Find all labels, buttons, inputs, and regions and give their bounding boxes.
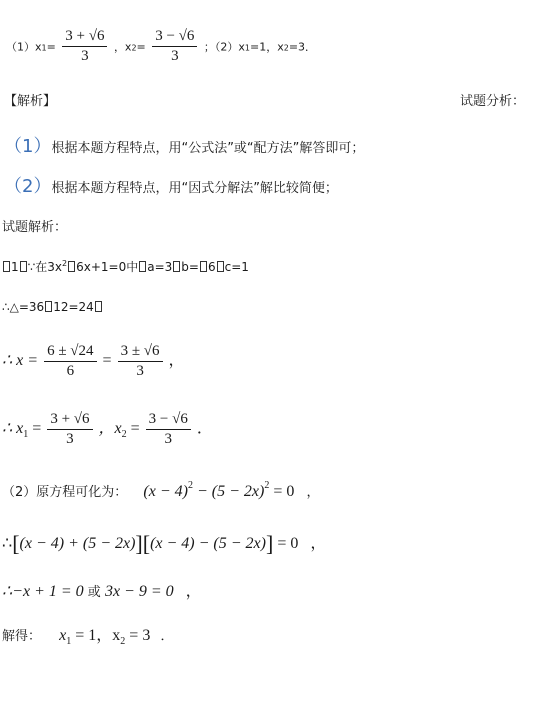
line5-square-1: 2 xyxy=(187,480,193,491)
line3-equals: = xyxy=(102,352,112,370)
solution-heading: 试题解析 xyxy=(2,220,55,235)
line6-prefix: ∴ xyxy=(2,535,13,552)
missing-glyph-icon xyxy=(20,261,27,272)
left-bracket-icon: [ xyxy=(142,531,151,556)
line3-prefix: ∴ x = xyxy=(2,352,39,370)
line6-post: ， xyxy=(310,535,327,552)
answer-part2-v2: =3． xyxy=(288,40,317,54)
answer-fraction-1 xyxy=(62,28,107,65)
fraction-denominator: 3 xyxy=(66,431,74,447)
line8-b: = 1，x xyxy=(71,627,121,644)
line5-math-b: − (5 − 2x) xyxy=(192,483,265,500)
line5-square-2: 2 xyxy=(264,480,270,491)
line8-label: 解得： xyxy=(2,629,42,644)
line7-or: 或 xyxy=(83,585,105,600)
fraction-denominator: 6 xyxy=(66,363,75,379)
missing-glyph-icon xyxy=(68,261,75,272)
fraction-numerator: 3 + √6 xyxy=(62,28,107,47)
line2-text-b: 12=24 xyxy=(53,300,94,314)
fraction-denominator: 3 xyxy=(171,48,179,64)
solution-line-5 xyxy=(2,480,320,501)
fraction-numerator: 6 ± √24 xyxy=(44,343,96,362)
line6-math-a: (x − 4) + (5 − 2x) xyxy=(19,535,136,552)
line1-number: 1 xyxy=(11,260,19,274)
answer-part2-v1: =1，x xyxy=(249,40,284,54)
line4-sub2: 2 xyxy=(121,429,127,441)
analysis-right-label: 试题分析 xyxy=(460,94,513,109)
solution-line-2 xyxy=(2,300,103,314)
fraction-denominator: 3 xyxy=(136,363,144,379)
answer-line xyxy=(6,28,316,65)
fraction-numerator: 3 + √6 xyxy=(47,411,92,430)
answer-eq2: = xyxy=(136,40,146,54)
line8-sub2: 2 xyxy=(120,636,126,647)
line8-sub1: 1 xyxy=(66,636,72,647)
line2-text-a: ∴△=36 xyxy=(2,300,45,314)
missing-glyph-icon xyxy=(217,261,224,272)
answer-eq1: = xyxy=(46,40,56,54)
left-bracket-icon: [ xyxy=(12,531,20,556)
solution-heading-colon: ： xyxy=(54,220,68,235)
answer-sub2: 2 xyxy=(131,43,137,53)
fraction-numerator: 3 − √6 xyxy=(152,28,197,47)
line8-math xyxy=(59,627,151,647)
hint-number: （2） xyxy=(4,176,52,197)
missing-glyph-icon xyxy=(3,261,10,272)
analysis-right-label-wrap xyxy=(460,90,525,109)
analysis-right-colon: ： xyxy=(512,94,526,109)
fraction-numerator: 3 ± √6 xyxy=(118,343,163,362)
hint-text: 根据本题方程特点，用“因式分解法”解比较简便； xyxy=(51,181,338,196)
line6-equals: = 0 xyxy=(273,535,299,552)
right-bracket-icon: ] xyxy=(135,531,143,556)
line5-math-c: = 0 xyxy=(269,483,295,500)
answer-part2-sub1: 1 xyxy=(244,43,250,53)
line7-b: 3x − 9 = 0 xyxy=(104,583,174,600)
line5-math xyxy=(143,480,295,500)
line8-c: = 3 xyxy=(125,627,151,644)
line8-post: ． xyxy=(160,629,174,644)
missing-glyph-icon xyxy=(139,261,146,272)
fraction-denominator: 3 xyxy=(81,48,89,64)
solution-line-6 xyxy=(2,530,326,557)
line1-text-c: 6x+1=0中 xyxy=(76,260,139,274)
solution-heading-wrap xyxy=(2,216,67,235)
line4-mid: ，x xyxy=(98,420,122,438)
fraction-numerator: 3 − √6 xyxy=(146,411,191,430)
answer-sub1: 1 xyxy=(41,43,47,53)
missing-glyph-icon xyxy=(173,261,180,272)
line3-fraction-2 xyxy=(118,343,163,380)
line4-fraction-2 xyxy=(146,411,191,448)
line1-b-value: 6 xyxy=(207,260,216,274)
fraction-denominator: 3 xyxy=(164,431,172,447)
analysis-heading: 【解析】 xyxy=(4,94,57,109)
solution-line-1 xyxy=(2,258,249,275)
missing-glyph-icon xyxy=(200,261,207,272)
solution-line-3 xyxy=(2,343,185,380)
solution-line-8 xyxy=(2,622,173,647)
line4-sub1: 1 xyxy=(23,429,29,441)
answer-fraction-2 xyxy=(152,28,197,65)
line4-post: ． xyxy=(196,420,213,438)
line7-post: ， xyxy=(185,583,202,600)
answer-part2-sub2: 2 xyxy=(283,43,289,53)
answer-comma: ，x xyxy=(113,40,132,54)
line5-label: （2）原方程可化为： xyxy=(2,485,128,500)
answer-part2: ；（2）x xyxy=(203,40,245,54)
line5-math-a: (x − 4) xyxy=(143,483,188,500)
missing-glyph-icon xyxy=(45,301,52,312)
missing-glyph-icon xyxy=(95,301,102,312)
line7-a: ∴−x + 1 = 0 xyxy=(2,583,84,600)
line1-a-value: a=3 xyxy=(147,260,173,274)
answer-part1-open: （1）x xyxy=(6,40,42,54)
line4-fraction-1 xyxy=(47,411,92,448)
line4-equals-2: = xyxy=(130,420,140,438)
line3-fraction-1 xyxy=(44,343,96,380)
right-bracket-icon: ] xyxy=(265,531,274,556)
hint-number: （1） xyxy=(4,136,52,157)
line5-post: ， xyxy=(306,485,320,500)
line4-equals: = xyxy=(32,420,42,438)
line1-square: 2 xyxy=(62,259,68,268)
line4-prefix: ∴ x xyxy=(2,420,24,438)
solution-line-4 xyxy=(2,411,213,448)
line1-c-value: c=1 xyxy=(224,260,249,274)
line8-a: x xyxy=(59,627,67,644)
hint-1 xyxy=(4,132,364,158)
line1-text-a: ∵在3x xyxy=(27,260,63,274)
line1-b-label: b= xyxy=(181,260,199,274)
hint-text: 根据本题方程特点，用“公式法”或“配方法”解答即可； xyxy=(51,141,365,156)
line3-post: ， xyxy=(168,352,185,370)
line6-math-b: (x − 4) − (5 − 2x) xyxy=(150,535,266,552)
solution-line-7 xyxy=(2,578,202,601)
hint-2 xyxy=(4,172,338,198)
